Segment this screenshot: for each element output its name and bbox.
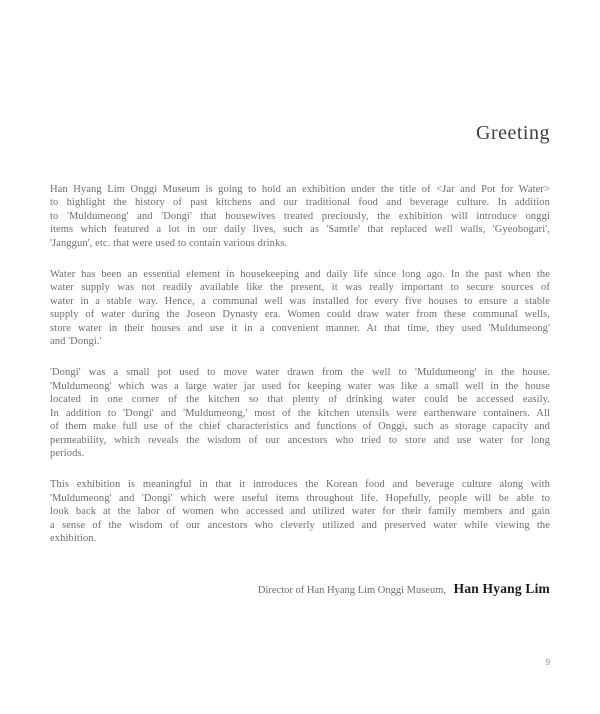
body-line: a sense of the wisdom of our ancestors who cleverly utilized and preserved water while viewing the (50, 519, 550, 531)
body-line: water supply was not readily available like the present, it was really important to secure sources of (50, 282, 550, 294)
body-line: 'Janggun', etc. that were used to contain various drinks. (50, 237, 288, 249)
signature-line (50, 580, 550, 599)
body-line: look back at the labor of women who accessed and utilized water for their family members and gain (50, 506, 550, 518)
body-line: 'Dongi' was a small pot used to move water drawn from the well to 'Muldumeong' in the house. (50, 367, 550, 379)
body-line: exhibition. (50, 532, 97, 544)
body-line: to 'Muldumeong' and 'Dongi' that housewives treated preciously, the exhibition will introduce onggi (50, 210, 550, 222)
page-number: 9 (545, 657, 550, 667)
body-line: permeability, which reveals the wisdom of our ancestors who tried to store and use water for long (50, 434, 550, 446)
body-line: and 'Dongi.' (50, 336, 102, 348)
body-line: In addition to 'Dongi' and 'Muldumeong,' most of the kitchen utensils were earthenware containers. All (50, 407, 550, 419)
paragraph (50, 478, 550, 545)
body-line: Water has been an essential element in housekeeping and daily life since long ago. In the past when the (50, 269, 550, 281)
signature-name: Han Hyang Lim (453, 581, 550, 597)
body-line: items which featured a lot in our daily lives, such as 'Samtle' that replaced well walls, 'Gyeobogari', (50, 224, 550, 236)
paragraph (50, 366, 550, 460)
body-line: water in a stable way. Hence, a communal well was installed for every five houses to ensure a stable (50, 295, 550, 307)
body-line: This exhibition is meaningful in that it introduces the Korean food and beverage culture along with (50, 479, 550, 491)
paragraph (50, 268, 550, 348)
body-text (50, 183, 550, 545)
body-line: of them make full use of the chief characteristics and functions of Onggi, such as storage capacity and (50, 421, 550, 433)
body-line: 'Muldumeong' and 'Dongi' which were useful items throughout life. Hopefully, people will be able to (50, 492, 550, 504)
page-title: Greeting (476, 122, 550, 144)
body-line: located in one corner of the kitchen so that plenty of drinking water could be accessed easily. (50, 394, 550, 406)
body-line: 'Muldumeong' which was a large water jar used for keeping water was like a small well in the house (50, 380, 550, 392)
signature-prefix: Director of Han Hyang Lim Onggi Museum, (257, 585, 446, 597)
body-line: store water in their houses and use it in a convenient manner. At that time, they used 'Muldumeong' (50, 322, 550, 334)
body-line: periods. (50, 447, 85, 459)
paragraph (50, 183, 550, 250)
body-line: Han Hyang Lim Onggi Museum is going to hold an exhibition under the title of <Jar and Pot for Water> (50, 184, 550, 195)
body-line: supply of water during the Joseon Dynasty era. Women could draw water from these communal wells, (50, 309, 550, 321)
body-line: to highlight the history of past kitchens and our traditional food and beverage culture. In addition (50, 197, 550, 209)
